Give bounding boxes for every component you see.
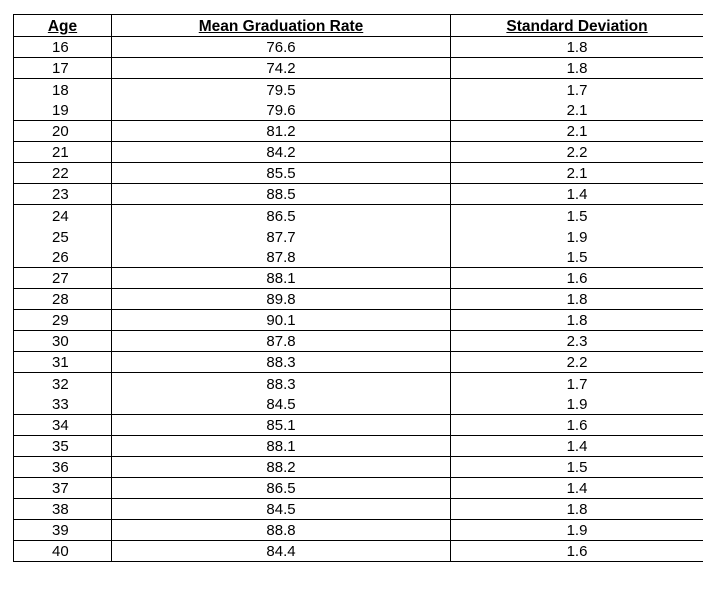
table-row: [14, 352, 703, 373]
age-cell: 23: [14, 184, 112, 205]
age-cell: 34: [14, 415, 112, 436]
sd-cell: 1.9: [451, 394, 703, 415]
sd-cell: 2.1: [451, 121, 703, 142]
age-cell: 36: [14, 457, 112, 478]
table-row: [14, 499, 703, 520]
mean-cell: 88.2: [112, 457, 451, 478]
sd-cell: 1.6: [451, 415, 703, 436]
sd-cell: 1.9: [451, 226, 703, 247]
header-row: [14, 15, 703, 37]
age-cell: 22: [14, 163, 112, 184]
mean-cell: 76.6: [112, 37, 451, 58]
sd-cell: 2.3: [451, 331, 703, 352]
table-row: [14, 37, 703, 58]
table-row: [14, 184, 703, 205]
sd-cell: 1.8: [451, 37, 703, 58]
table-row: [14, 163, 703, 184]
age-cell: 26: [14, 247, 112, 268]
mean-cell: 88.5: [112, 184, 451, 205]
age-cell: 24: [14, 205, 112, 226]
mean-cell: 90.1: [112, 310, 451, 331]
age-cell: 21: [14, 142, 112, 163]
table-row: [14, 205, 703, 226]
table-row: [14, 415, 703, 436]
sd-cell: 2.2: [451, 142, 703, 163]
graduation-rate-table: [13, 14, 703, 562]
sd-cell: 1.8: [451, 310, 703, 331]
table-row: [14, 268, 703, 289]
table-body: [14, 37, 703, 562]
table-row: [14, 457, 703, 478]
table-row: [14, 289, 703, 310]
sd-cell: 1.4: [451, 436, 703, 457]
table-row: [14, 247, 703, 268]
mean-cell: 88.1: [112, 268, 451, 289]
age-cell: 16: [14, 37, 112, 58]
table-row: [14, 79, 703, 100]
table-row: [14, 541, 703, 562]
sd-cell: 1.5: [451, 205, 703, 226]
age-cell: 35: [14, 436, 112, 457]
sd-cell: 1.4: [451, 184, 703, 205]
table-row: [14, 478, 703, 499]
age-cell: 27: [14, 268, 112, 289]
mean-cell: 84.4: [112, 541, 451, 562]
table-row: [14, 394, 703, 415]
sd-cell: 1.9: [451, 520, 703, 541]
mean-cell: 74.2: [112, 58, 451, 79]
age-header: Age: [14, 15, 112, 37]
age-cell: 33: [14, 394, 112, 415]
sd-cell: 1.4: [451, 478, 703, 499]
table-row: [14, 100, 703, 121]
mean-cell: 86.5: [112, 205, 451, 226]
sd-cell: 1.8: [451, 499, 703, 520]
mean-cell: 85.5: [112, 163, 451, 184]
table-row: [14, 58, 703, 79]
age-cell: 28: [14, 289, 112, 310]
table-row: [14, 310, 703, 331]
sd-cell: 1.6: [451, 268, 703, 289]
age-cell: 40: [14, 541, 112, 562]
age-cell: 19: [14, 100, 112, 121]
mean-cell: 88.3: [112, 373, 451, 394]
mean-cell: 88.8: [112, 520, 451, 541]
sd-cell: 1.6: [451, 541, 703, 562]
mean-cell: 86.5: [112, 478, 451, 499]
mean-cell: 87.7: [112, 226, 451, 247]
age-cell: 31: [14, 352, 112, 373]
sd-cell: 1.7: [451, 79, 703, 100]
sd-cell: 1.5: [451, 247, 703, 268]
sd-cell: 1.7: [451, 373, 703, 394]
mean-cell: 89.8: [112, 289, 451, 310]
age-cell: 25: [14, 226, 112, 247]
age-cell: 20: [14, 121, 112, 142]
sd-cell: 2.1: [451, 163, 703, 184]
age-cell: 29: [14, 310, 112, 331]
age-cell: 18: [14, 79, 112, 100]
mean-cell: 88.1: [112, 436, 451, 457]
mean-cell: 79.5: [112, 79, 451, 100]
mean-cell: 81.2: [112, 121, 451, 142]
age-cell: 39: [14, 520, 112, 541]
mean-cell: 79.6: [112, 100, 451, 121]
sd-cell: 2.1: [451, 100, 703, 121]
table-row: [14, 520, 703, 541]
sd-cell: 1.5: [451, 457, 703, 478]
mean-cell: 85.1: [112, 415, 451, 436]
table-row: [14, 142, 703, 163]
mean-cell: 84.5: [112, 394, 451, 415]
age-cell: 32: [14, 373, 112, 394]
sd-cell: 2.2: [451, 352, 703, 373]
mean-cell: 84.2: [112, 142, 451, 163]
mean-graduation-rate-header: Mean Graduation Rate: [112, 15, 451, 37]
age-cell: 37: [14, 478, 112, 499]
table-row: [14, 373, 703, 394]
age-cell: 17: [14, 58, 112, 79]
table-row: [14, 331, 703, 352]
table-row: [14, 226, 703, 247]
sd-cell: 1.8: [451, 58, 703, 79]
mean-cell: 88.3: [112, 352, 451, 373]
table-row: [14, 121, 703, 142]
mean-cell: 87.8: [112, 331, 451, 352]
sd-cell: 1.8: [451, 289, 703, 310]
standard-deviation-header: Standard Deviation: [451, 15, 703, 37]
age-cell: 38: [14, 499, 112, 520]
age-cell: 30: [14, 331, 112, 352]
table-row: [14, 436, 703, 457]
mean-cell: 87.8: [112, 247, 451, 268]
mean-cell: 84.5: [112, 499, 451, 520]
